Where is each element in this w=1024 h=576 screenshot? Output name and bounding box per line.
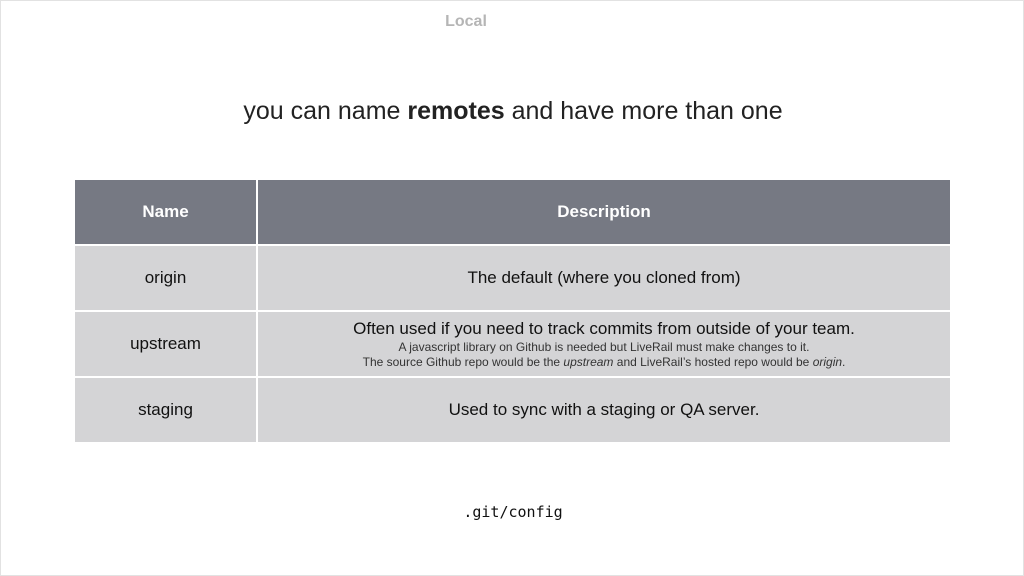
- table-row: [75, 311, 950, 377]
- remotes-table: [75, 180, 950, 442]
- remote-description: Used to sync with a staging or QA server.: [448, 400, 760, 419]
- config-file-path: .git/config: [463, 503, 563, 521]
- note-text: The source Github repo would be the: [362, 355, 564, 369]
- remote-note-line: [258, 355, 950, 370]
- table-row: [75, 377, 950, 442]
- remote-description-cell: [257, 311, 950, 377]
- headline-text-bold: remotes: [407, 97, 505, 125]
- table-row: [75, 245, 950, 311]
- note-emphasis-origin: origin: [812, 355, 843, 369]
- remote-description-cell: [257, 245, 950, 311]
- headline: [1, 97, 1024, 126]
- column-header-name: Name: [75, 180, 257, 245]
- table-header-row: [75, 180, 950, 245]
- section-label: Local: [445, 13, 487, 30]
- column-header-description: Description: [257, 180, 950, 245]
- remote-description: Often used if you need to track commits from outside of your team.: [353, 319, 855, 338]
- remote-note-line: A javascript library on Github is needed but LiveRail must make changes to it.: [398, 340, 810, 354]
- note-emphasis-upstream: upstream: [563, 355, 614, 369]
- remote-description-cell: [257, 377, 950, 442]
- note-text: and LiveRail’s hosted repo would be: [613, 355, 813, 369]
- remote-name-cell: origin: [75, 245, 257, 311]
- remote-name-cell: upstream: [75, 311, 257, 377]
- headline-text-after: and have more than one: [504, 97, 783, 125]
- note-text: .: [842, 355, 846, 369]
- remote-description: The default (where you cloned from): [467, 268, 741, 287]
- remote-name-cell: staging: [75, 377, 257, 442]
- headline-text-before: you can name: [243, 97, 408, 125]
